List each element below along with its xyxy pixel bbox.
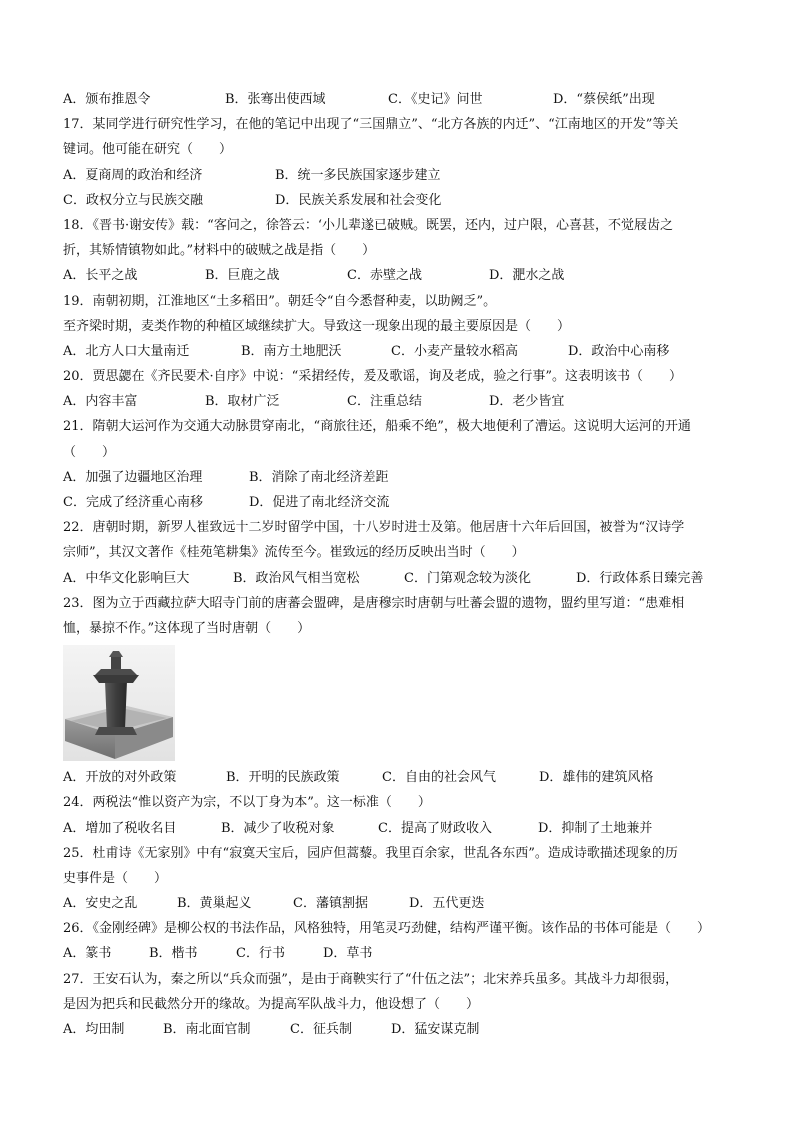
option-b[interactable]: B．巨鹿之战 [205, 268, 280, 284]
q20-options [63, 389, 743, 414]
option-c[interactable]: C．政权分立与民族交融 [63, 192, 203, 208]
q21-options-row1 [63, 465, 743, 490]
option-b[interactable]: B．取材广泛 [205, 394, 280, 410]
option-c[interactable]: C．藩镇割据 [293, 896, 368, 912]
option-b[interactable]: B．减少了收税对象 [221, 820, 335, 836]
q25-stem-cont: 史事件是（ ） [63, 870, 168, 886]
option-d[interactable]: D．抑制了土地兼并 [538, 820, 653, 836]
q18-options [63, 263, 743, 288]
q17-stem-cont: 键词。他可能在研究（ ） [63, 142, 233, 158]
option-a[interactable]: A．增加了税收名目 [63, 820, 177, 836]
option-b[interactable]: B．张骞出使西域 [225, 92, 326, 107]
q24-options [63, 816, 743, 841]
option-c[interactable]: C．征兵制 [290, 1022, 352, 1037]
option-a[interactable]: A．加强了边疆地区治理 [63, 469, 203, 485]
q24-stem: 24．两税法“惟以资产为宗，不以丁身为本”。这一标准（ ） [63, 795, 431, 811]
q27-stem-cont: 是因为把兵和民截然分开的缘故。为提高军队战斗力，他设想了（ ） [63, 996, 480, 1012]
option-a[interactable]: A．篆书 [63, 946, 112, 962]
q23-options [63, 765, 743, 790]
tang-tibet-alliance-stele-image [63, 645, 743, 763]
q27-options [63, 1017, 743, 1042]
option-c[interactable]: C．《史记》问世 [388, 92, 483, 107]
option-b[interactable]: B．统一多民族国家逐步建立 [275, 167, 441, 183]
q21-stem-cont: （ ） [63, 444, 116, 460]
option-a[interactable]: A．长平之战 [63, 268, 138, 284]
q17-options-row2 [63, 188, 743, 213]
option-c[interactable]: C．行书 [236, 946, 285, 962]
q17-stem: 17．某同学进行研究性学习，在他的笔记中出现了“三国鼎立”、“北方各族的内迁”、“江南地区的开发”等关 [63, 117, 679, 133]
option-d[interactable]: D．行政体系日臻完善 [576, 570, 704, 586]
q25-options [63, 891, 743, 916]
option-d[interactable]: D．“蔡侯纸”出现 [553, 92, 655, 107]
option-b[interactable]: B．南方土地肥沃 [241, 343, 342, 359]
option-d[interactable]: D．政治中心南移 [568, 343, 670, 359]
option-d[interactable]: D．雄伟的建筑风格 [539, 770, 654, 786]
q21-stem: 21．隋朝大运河作为交通大动脉贯穿南北，“商旅往还，船乘不绝”，极大地便利了漕运。这说明大运河的开通 [63, 419, 691, 435]
option-d[interactable]: D．老少皆宜 [489, 394, 565, 410]
option-b[interactable]: B．开明的民族政策 [226, 770, 340, 786]
q27-stem: 27．王安石认为，秦之所以“兵众而强”，是由于商鞅实行了“什伍之法”；北宋养兵虽多。其战斗力却很弱， [63, 971, 679, 987]
option-a[interactable]: A．夏商周的政治和经济 [63, 167, 203, 183]
q26-options [63, 941, 743, 966]
option-d[interactable]: D．五代更迭 [409, 896, 485, 912]
option-d[interactable]: D．草书 [323, 946, 373, 962]
option-d[interactable]: D．促进了南北经济交流 [249, 495, 390, 510]
option-b[interactable]: B．黄巢起义 [177, 896, 252, 912]
q23-stem-cont: 恤，暴掠不作。”这体现了当时唐朝（ ） [63, 620, 311, 636]
q19-stem: 19．南朝初期，江淮地区“土多稻田”。朝廷令“自今悉督种麦，以助阙乏”。 [63, 293, 497, 309]
option-c[interactable]: C．门第观念较为淡化 [404, 570, 531, 586]
q22-stem-cont: 宗师”，其汉文著作《桂苑笔耕集》流传至今。崔致远的经历反映出当时（ ） [63, 545, 525, 561]
q19-stem-cont: 至齐梁时期，麦类作物的种植区域继续扩大。导致这一现象出现的最主要原因是（ ） [63, 318, 571, 334]
option-d[interactable]: D．猛安谋克制 [391, 1022, 480, 1037]
q23-stem: 23．图为立于西藏拉萨大昭寺门前的唐蕃会盟碑，是唐穆宗时唐朝与吐蕃会盟的遗物，盟约里写道：“患难相 [63, 595, 685, 611]
option-d[interactable]: D．民族关系发展和社会变化 [275, 192, 442, 208]
option-d[interactable]: D．淝水之战 [489, 268, 565, 284]
option-a[interactable]: A．中华文化影响巨大 [63, 570, 190, 586]
option-c[interactable]: C．自由的社会风气 [382, 770, 496, 786]
q17-options-row1 [63, 163, 743, 188]
option-a[interactable]: A．颁布推恩令 [63, 92, 151, 107]
q19-options [63, 339, 743, 364]
exam-content [63, 87, 743, 1042]
option-a[interactable]: A．安史之乱 [63, 896, 138, 912]
option-a[interactable]: A．北方人口大量南迁 [63, 343, 190, 359]
option-a[interactable]: A．开放的对外政策 [63, 770, 177, 786]
q22-stem: 22．唐朝时期，新罗人崔致远十二岁时留学中国，十八岁时进士及第。他居唐十六年后回国，被誉为“汉诗学 [63, 520, 685, 536]
q16-options [63, 87, 743, 112]
option-c[interactable]: C．提高了财政收入 [378, 820, 492, 836]
q25-stem: 25．杜甫诗《无家别》中有“寂寞天宝后，园庐但蒿藜。我里百余家，世乱各东西”。造成诗歌描述现象的历 [63, 845, 678, 861]
option-a[interactable]: A．内容丰富 [63, 394, 138, 410]
option-b[interactable]: B．政治风气相当宽松 [233, 570, 360, 586]
option-c[interactable]: C．完成了经济重心南移 [63, 495, 203, 510]
option-b[interactable]: B．楷书 [149, 946, 198, 962]
q21-options-row2 [63, 490, 743, 515]
option-c[interactable]: C．注重总结 [347, 394, 422, 410]
option-a[interactable]: A．均田制 [63, 1022, 125, 1037]
option-c[interactable]: C．赤壁之战 [347, 268, 422, 284]
option-b[interactable]: B．消除了南北经济差距 [249, 469, 389, 485]
q22-options [63, 566, 743, 591]
q26-stem: 26．《金刚经碑》是柳公权的书法作品，风格独特，用笔灵巧劲健，结构严谨平衡。该作品的书体可能是（ ） [63, 921, 711, 937]
stele-illustration [63, 645, 175, 761]
option-b[interactable]: B．南北面官制 [163, 1022, 251, 1037]
q20-stem: 20．贾思勰在《齐民要术·自序》中说：“采捃经传，爰及歌谣，询及老成，验之行事”。这表明该书（ ） [63, 369, 682, 385]
q18-stem-cont: 折，其矫情镇物如此。”材料中的破贼之战是指（ ） [63, 243, 376, 259]
q18-stem: 18．《晋书·谢安传》载：“客问之，徐答云：‘小儿辈遂已破贼。既罢，还内，过户限，心喜甚，不觉屐齿之 [63, 217, 673, 233]
option-c[interactable]: C．小麦产量较水稻高 [391, 343, 518, 359]
